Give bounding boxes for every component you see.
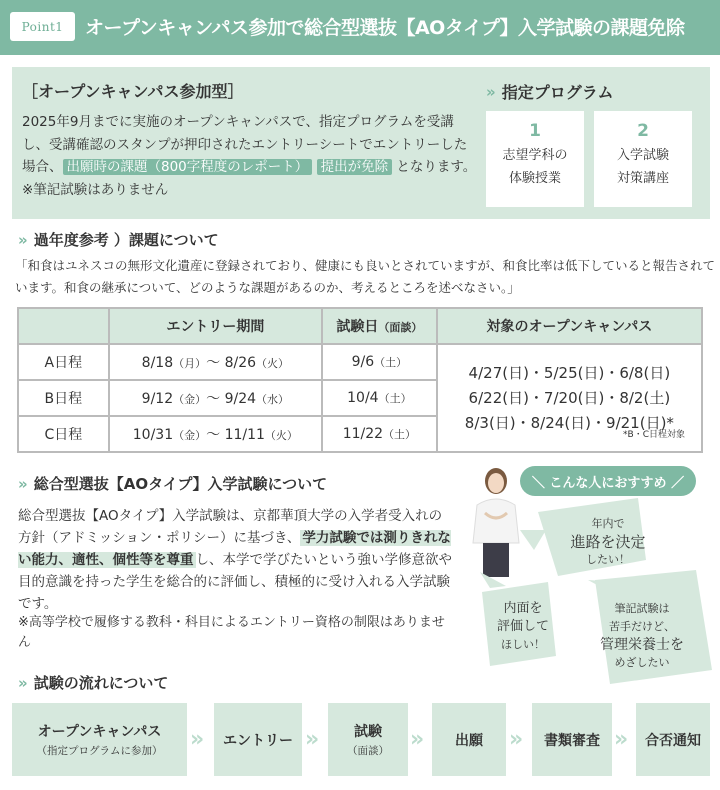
table-row <box>18 344 702 380</box>
chevron-double-right-icon: » <box>305 727 315 752</box>
exam-date: 10/4（土） <box>322 380 437 416</box>
row-name: A日程 <box>18 344 109 380</box>
bubble-early-decision: 年内で 進路を決定 したい！ <box>570 517 646 566</box>
row-name: C日程 <box>18 416 109 452</box>
exam-date: 9/6（土） <box>322 344 437 380</box>
header-entry: エントリー期間 <box>109 308 322 344</box>
recommend-pill: ＼ こんな人におすすめ ／ <box>520 466 696 496</box>
ao-note: ※高等学校で履修する教科・科目によるエントリー資格の制限はありません <box>18 615 445 650</box>
header-bar <box>0 0 720 55</box>
program-heading <box>486 80 614 103</box>
oc-line: 4/27(日)・5/25(日)・6/8(日) <box>468 363 671 382</box>
flow-step-application: 出願 <box>432 703 506 776</box>
bubble-dietitian: 筆記試験は 苦手だけど、 管理栄養士を めざしたい <box>600 602 684 669</box>
open-campus-box <box>12 67 710 219</box>
schedule-table <box>17 307 703 453</box>
open-campus-text <box>22 111 477 201</box>
row-name: B日程 <box>18 380 109 416</box>
chevron-right-icon: » <box>486 82 496 101</box>
chevron-double-right-icon: » <box>190 727 200 752</box>
highlight-report: 出願時の課題（800字程度のレポート） <box>63 159 313 175</box>
chevron-right-icon: » <box>18 673 28 692</box>
point-badge: Point1 <box>10 12 75 41</box>
chevron-right-icon: » <box>18 230 28 249</box>
program-label: 志望学科の 体験授業 <box>502 148 568 186</box>
header-title: オープンキャンパス参加で総合型選抜【AOタイプ】入学試験の課題免除 <box>85 17 685 39</box>
program-label: 入学試験 対策講座 <box>616 148 669 186</box>
oc-note: *B・C日程対象 <box>623 430 685 440</box>
flow-step-exam: 試験 （面談） <box>328 703 408 776</box>
entry-period: 8/18（月）〜 8/26（火） <box>109 344 322 380</box>
oc-line: 8/3(日)・8/24(日)・9/21(日)* <box>464 413 674 432</box>
flow-heading: » 試験の流れについて <box>18 673 169 692</box>
bubble-inner-eval: 内面を 評価して ほしい！ <box>496 601 549 651</box>
flow-step-document-review: 書類審査 <box>532 703 612 776</box>
highlight-exempt: 提出が免除 <box>317 159 393 175</box>
header-oc: 対象のオープンキャンパス <box>437 308 702 344</box>
ao-heading: » 総合型選抜【AOタイプ】入学試験について <box>18 474 328 493</box>
chevron-double-right-icon: » <box>410 727 420 752</box>
past-topic-heading: » 過年度参考 ）課題について <box>18 230 219 249</box>
program-card-2 <box>594 111 692 207</box>
ao-emphasis: 学力試験では測りきれない能力、適性、個性等を尊重 <box>18 530 451 568</box>
program-number: 2 <box>637 121 649 141</box>
chevron-double-right-icon: » <box>614 727 624 752</box>
chevron-right-icon: » <box>18 474 28 493</box>
program-number: 1 <box>529 121 541 141</box>
table-header-row <box>18 308 702 344</box>
flow-step-result: 合否通知 <box>636 703 710 776</box>
header-blank <box>18 308 109 344</box>
oc-dates <box>437 344 702 452</box>
flow-step-open-campus: オープンキャンパス （指定プログラムに参加） <box>12 703 187 776</box>
entry-period: 10/31（金）〜 11/11（火） <box>109 416 322 452</box>
open-campus-title: ［オープンキャンパス参加型］ <box>22 82 244 101</box>
flow-step-entry: エントリー <box>214 703 302 776</box>
open-campus-text-before: 2025年9月までに実施のオープンキャンパスで、指定プログラムを受講し、受講確認のスタンプが押印されたエントリーシートでエントリーした場合、 <box>22 114 468 175</box>
program-card-1 <box>486 111 584 207</box>
past-topic-quote: 「和食はユネスコの無形文化遺産に登録されており、健康にも良いとされていますが、和食比率は低下していると報告されています。和食の継承について、どのような課題があるのか、考えるところを述べなさい。」 <box>15 258 716 295</box>
chevron-double-right-icon: » <box>509 727 519 752</box>
header-exam: 試験日（面談） <box>322 308 437 344</box>
oc-line: 6/22(日)・7/20(日)・8/2(土) <box>468 388 671 407</box>
ao-description: 総合型選抜【AOタイプ】入学試験は、京都華頂大学の入学者受入れの方針（アドミッション・ポリシー）に基づき、 学力試験では測りきれない能力、適性、個性等を尊重 し、本学で学びたいという強い学修意欲や目的意識を持った学生を総合的に評価し、積極的に受け入れる入学試験です。 <box>18 508 452 612</box>
open-campus-text-after: となります。※筆記試験はありません <box>22 159 477 198</box>
exam-date: 11/22（土） <box>322 416 437 452</box>
program-title: 指定プログラム <box>501 83 614 102</box>
entry-period: 9/12（金）〜 9/24（水） <box>109 380 322 416</box>
